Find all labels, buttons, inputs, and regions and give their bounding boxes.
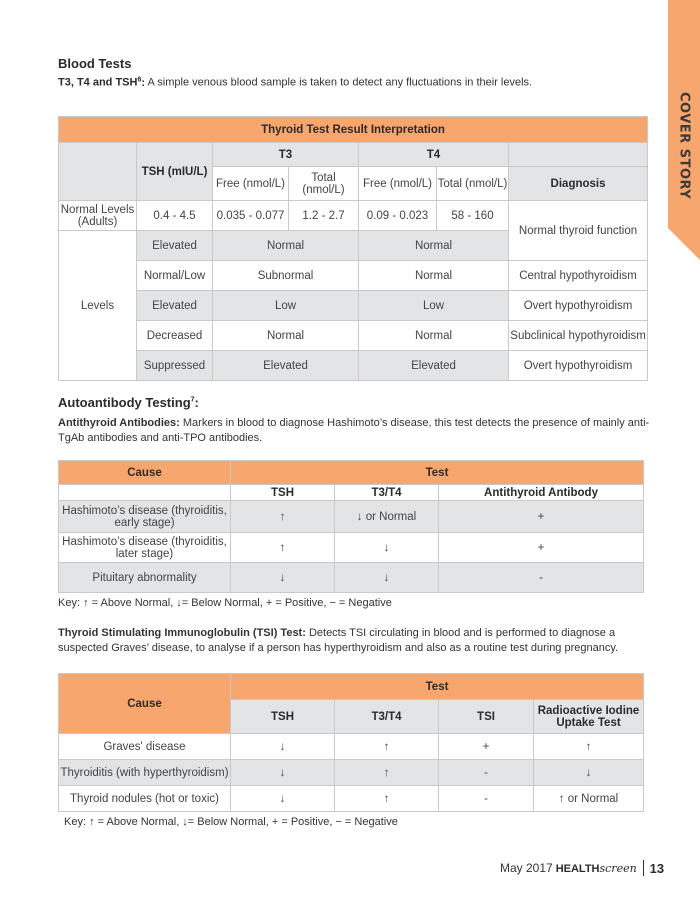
antibody-value: - [439,563,644,593]
diagnosis-blank [509,143,648,167]
col-t3-free: Free (nmol/L) [213,167,289,201]
radio-value: ↓ [534,760,644,786]
col-test: Test [231,674,644,700]
tsi-value: - [439,786,534,812]
antithyroid-lead: Antithyroid Antibodies: [58,417,180,429]
t3t4-value: ↑ [335,786,439,812]
cause: Thyroiditis (with hyperthyroidism) [59,760,231,786]
col-t4-free: Free (nmol/L) [359,167,437,201]
col-diagnosis: Diagnosis [509,167,648,201]
row-3-t4: Low [359,291,509,321]
t3t4-value: ↑ [335,734,439,760]
col-t3t4: T3/T4 [335,700,439,734]
col-t4-total: Total (nmol/L) [437,167,509,201]
cause: Graves' disease [59,734,231,760]
cause: Thyroid nodules (hot or toxic) [59,786,231,812]
row-5-diagnosis: Overt hypothyroidism [509,351,648,381]
tsi-text: Detects TSI circulating in blood and is performed to diagnose a suspected Graves’ disease, to analyse if a person has hyperthyroidism and also as a routine test during pregnancy. [58,627,619,654]
col-cause: Cause [59,461,231,485]
brand-italic: screen [599,861,637,875]
table-row [59,760,644,786]
row-3-diagnosis: Overt hypothyroidism [509,291,648,321]
row-4-diagnosis: Subclinical hypothyroidism [509,321,648,351]
cause-blank [59,485,231,501]
blood-tests-heading: Blood Tests [58,56,132,71]
autoantibody-heading-text: Autoantibody Testing [58,395,191,410]
tsh-value: ↓ [231,734,335,760]
row-5-t4: Elevated [359,351,509,381]
normal-tsh: 0.4 - 4.5 [137,201,213,231]
corner-cell [59,143,137,201]
normal-t4-free: 0.09 - 0.023 [359,201,437,231]
normal-t4-total: 58 - 160 [437,201,509,231]
t3-t4-tsh-lead: T3, T4 and TSH [58,76,138,89]
page-number: 13 [649,860,665,876]
brand-bold: HEALTH [555,862,600,875]
autoantibody-footnote: 7 [190,396,195,404]
row-2-tsh: Normal/Low [137,261,213,291]
row-5-tsh: Suppressed [137,351,213,381]
col-t3t4: T3/T4 [335,485,439,501]
col-tsh: TSH [231,700,335,734]
autoantibody-heading [58,395,199,410]
table-row [59,563,644,593]
antibody-value: + [439,533,644,563]
cover-story-tab-label [666,92,700,222]
footer-divider [643,860,644,876]
table-row [59,533,644,563]
row-5-t3: Elevated [213,351,359,381]
row-3-tsh: Elevated [137,291,213,321]
blood-tests-text: A simple venous blood sample is taken to detect any fluctuations in their levels. [145,76,533,89]
lead-colon: : [141,76,146,89]
radio-value: ↑ [534,734,644,760]
row-4-t4: Normal [359,321,509,351]
tsi-lead: Thyroid Stimulating Immunoglobulin (TSI) Test: [58,627,306,639]
tsi-value: - [439,760,534,786]
col-tsi: TSI [439,700,534,734]
side-tab-text: COVER STORY [676,92,692,200]
blood-tests-paragraph [58,76,658,89]
tsh-value: ↓ [231,563,335,593]
table-title: Thyroid Test Result Interpretation [59,117,648,143]
row-1-t3: Normal [213,231,359,261]
col-cause: Cause [59,674,231,734]
antithyroid-text: Markers in blood to diagnose Hashimoto’s disease, this test detects the presence of mainly anti-TgAb antibodies and anti-TPO antibodies. [58,417,650,444]
radio-value: ↑ or Normal [534,786,644,812]
row-2-t3: Subnormal [213,261,359,291]
footer-brand-logo [556,862,637,875]
cause: Hashimoto’s disease (thyroiditis, early stage) [59,501,231,533]
key-legend-2: Key: ↑ = Above Normal, ↓= Below Normal, + = Positive, − = Negative [64,816,398,828]
footer-date: May 2017 [500,861,553,875]
page-footer [500,860,664,876]
lead-footnote: 6 [137,76,142,83]
col-t4: T4 [359,143,509,167]
thyroid-interpretation-table [58,116,648,381]
col-antibody: Antithyroid Antibody [439,485,644,501]
table-row [59,501,644,533]
col-test: Test [231,461,644,485]
t3t4-value: ↑ [335,760,439,786]
col-tsh: TSH [231,485,335,501]
row-2-diagnosis: Central hypothyroidism [509,261,648,291]
tsh-value: ↓ [231,786,335,812]
col-t3-total: Total (nmol/L) [289,167,359,201]
normal-diagnosis: Normal thyroid function [509,201,648,261]
normal-t3-total: 1.2 - 2.7 [289,201,359,231]
tsh-value: ↑ [231,533,335,563]
cause: Pituitary abnormality [59,563,231,593]
tsh-value: ↑ [231,501,335,533]
col-tsh: TSH (mIU/L) [137,143,213,201]
tsi-table [58,673,644,812]
t3t4-value: ↓ or Normal [335,501,439,533]
key-legend-1: Key: ↑ = Above Normal, ↓= Below Normal, + = Positive, − = Negative [58,597,392,609]
normal-levels-label: Normal Levels (Adults) [59,201,137,231]
t3t4-value: ↓ [335,533,439,563]
row-3-t3: Low [213,291,359,321]
autoantibody-colon: : [194,395,199,410]
table-row [59,734,644,760]
antibody-value: + [439,501,644,533]
antithyroid-paragraph [58,416,658,446]
t3t4-value: ↓ [335,563,439,593]
normal-t3-free: 0.035 - 0.077 [213,201,289,231]
levels-label: Levels [59,231,137,381]
row-4-t3: Normal [213,321,359,351]
cause: Hashimoto’s disease (thyroiditis, later stage) [59,533,231,563]
row-2-t4: Normal [359,261,509,291]
row-1-t4: Normal [359,231,509,261]
antibody-table [58,460,644,593]
tsi-value: + [439,734,534,760]
tsi-paragraph [58,626,658,656]
table-row [59,786,644,812]
tsh-value: ↓ [231,760,335,786]
row-4-tsh: Decreased [137,321,213,351]
col-radioactive-iodine: Radioactive Iodine Uptake Test [534,700,644,734]
row-1-tsh: Elevated [137,231,213,261]
col-t3: T3 [213,143,359,167]
